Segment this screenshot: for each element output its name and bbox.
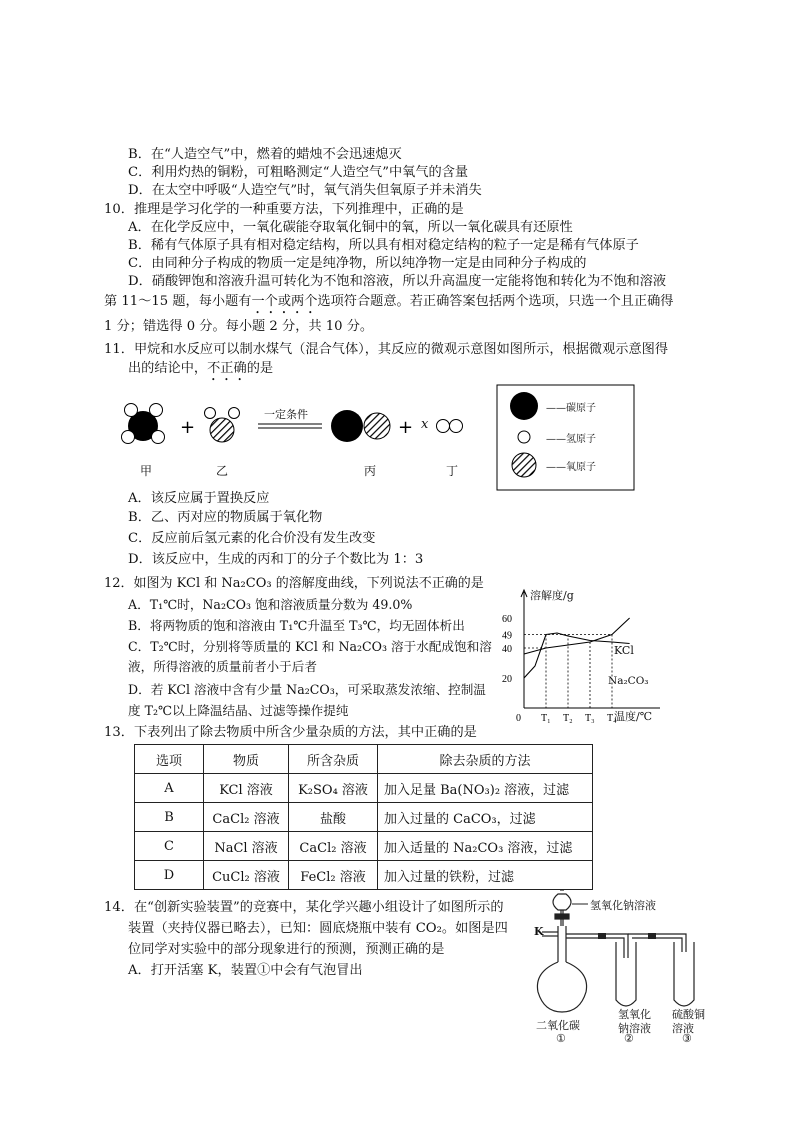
hydrogen-molecule xyxy=(437,420,463,433)
label-co2-flask: 二氧化碳 xyxy=(536,1019,580,1032)
label-bing: 丙 xyxy=(364,464,377,478)
label-ding: 丁 xyxy=(446,464,459,478)
q14-stem-line3: 位同学对实验中的部分现象进行的预测，预测正确的是 xyxy=(128,942,445,957)
q11-option-b: B．乙、丙对应的物质属于氧化物 xyxy=(128,510,323,525)
q11-stem-line2: 出的结论中，不正确的是 xyxy=(128,361,274,376)
q10-stem: 10．推理是学习化学的一种重要方法，下列推理中，正确的是 xyxy=(104,202,464,217)
label-naoh-tube-1: 氢氧化 xyxy=(618,1008,651,1021)
table-cell: CaCl₂ 溶液 xyxy=(204,803,289,832)
table-header: 物质 xyxy=(204,745,289,774)
q10-option-a: A．在化学反应中，一氧化碳能夺取氧化铜中的氧，所以一氧化碳具有还原性 xyxy=(128,220,573,235)
table-cell: A xyxy=(135,774,204,803)
table-row xyxy=(135,861,593,890)
table-cell: 盐酸 xyxy=(289,803,378,832)
separatory-funnel xyxy=(553,894,571,910)
carbon-monoxide-molecule xyxy=(331,410,390,442)
q14-stem-line1: 14．在“创新实验装置”的竞赛中，某化学兴趣小组设计了如图所示的 xyxy=(104,900,504,915)
plus-sign: + xyxy=(180,417,196,438)
table-header: 所含杂质 xyxy=(289,745,378,774)
q14-option-a: A．打开活塞 K，装置①中会有气泡冒出 xyxy=(128,963,363,978)
hydrogen-atom-icon xyxy=(518,431,530,443)
q11-option-a: A．该反应属于置换反应 xyxy=(128,491,270,506)
q9-option-d: D．在太空中呼吸“人造空气”时，氧气消失但氧原子并未消失 xyxy=(128,183,482,198)
label-yi: 乙 xyxy=(216,464,229,478)
q11-option-d: D．该反应中，生成的丙和丁的分子个数比为 1：3 xyxy=(128,552,424,567)
table-cell: KCl 溶液 xyxy=(204,774,289,803)
emphasis-text: 一个或两个 xyxy=(251,294,318,309)
table-cell: C xyxy=(135,832,204,861)
label-jia: 甲 xyxy=(140,464,153,478)
test-tube-2 xyxy=(616,942,636,1006)
q10-option-b: B．稀有气体原子具有相对稳定结构，所以具有相对稳定结构的粒子一定是稀有气体原子 xyxy=(128,238,639,253)
q12-option-d-line2: 度 T₂℃以上降温结晶、过滤等操作提纯 xyxy=(128,703,349,718)
x-tick-label: T₁ xyxy=(541,713,551,724)
oxygen-atom-icon xyxy=(512,453,536,477)
q12-stem: 12．如图为 KCl 和 Na₂CO₃ 的溶解度曲线，下列说法不正确的是 xyxy=(104,576,484,591)
table-cell: 加入适量的 Na₂CO₃ 溶液，过滤 xyxy=(378,832,593,861)
label-num-1: ① xyxy=(556,1032,566,1045)
chart-ylabel: 溶解度/g xyxy=(530,589,574,602)
table-cell: CaCl₂ 溶液 xyxy=(289,832,378,861)
table-header-row xyxy=(135,745,593,774)
q12-option-c-line1: C．T₂℃时，分别将等质量的 KCl 和 Na₂CO₃ 溶于水配成饱和溶 xyxy=(128,639,492,654)
label-num-2: ② xyxy=(624,1032,634,1045)
methane-molecule xyxy=(122,404,165,444)
table-cell: B xyxy=(135,803,204,832)
table-row xyxy=(135,832,593,861)
table-row xyxy=(135,803,593,832)
q10-option-d: D．硝酸钾饱和溶液升温可转化为不饱和溶液，所以升高温度一定能将饱和转化为不饱和溶液 xyxy=(128,274,667,289)
table-cell: 加入过量的铁粉，过滤 xyxy=(378,861,593,890)
table-cell: 加入过量的 CaCO₃，过滤 xyxy=(378,803,593,832)
q9-option-b: B．在“人造空气”中，燃着的蜡烛不会迅速熄灭 xyxy=(128,147,402,162)
q13-stem: 13．下表列出了除去物质中所含少量杂质的方法，其中正确的是 xyxy=(104,725,477,740)
label-valve-k: K xyxy=(534,925,544,938)
q12-option-b: B．将两物质的饱和溶液由 T₁℃升温至 T₃℃，均无固体析出 xyxy=(128,618,465,633)
label-naoh-tube-2: 钠溶液 xyxy=(618,1022,651,1035)
q12-option-a: A．T₁℃时，Na₂CO₃ 饱和溶液质量分数为 49.0% xyxy=(128,597,413,612)
table-header: 选项 xyxy=(135,745,204,774)
water-molecule xyxy=(205,408,240,443)
label-naoh-funnel: 氢氧化钠溶液 xyxy=(590,899,656,912)
q11-stem-line1: 11．甲烷和水反应可以制水煤气（混合气体），其反应的微观示意图如图所示，根据微观示意图得 xyxy=(104,342,669,357)
x-tick-label: T₂ xyxy=(563,713,573,724)
label-num-3: ③ xyxy=(682,1032,692,1045)
x-tick-label: T₃ xyxy=(585,713,595,724)
y-tick-label: 20 xyxy=(502,674,512,685)
emphasis-text: 不正确 xyxy=(207,361,247,376)
chart-xlabel: 温度/℃ xyxy=(614,710,653,723)
q9-option-c: C．利用灼热的铜粉，可粗略测定“人造空气”中氧气的含量 xyxy=(128,165,469,180)
legend-oxygen: ——氧原子 xyxy=(546,462,596,473)
origin-label: 0 xyxy=(516,713,521,724)
table-cell: 加入足量 Ba(NO₃)₂ 溶液，过滤 xyxy=(378,774,593,803)
q14-stem-line2: 装置（夹持仪器已略去），已知：圆底烧瓶中装有 CO₂。如图是四 xyxy=(128,921,508,936)
label-cuso4-tube-2: 溶液 xyxy=(672,1022,694,1035)
x-tick-label: T₄ xyxy=(607,713,617,724)
table-cell: CuCl₂ 溶液 xyxy=(204,861,289,890)
label-cuso4-tube-1: 硫酸铜 xyxy=(672,1008,705,1021)
series-label-kcl: KCl xyxy=(614,644,634,657)
reaction-condition: 一定条件 xyxy=(264,408,308,421)
table-cell: D xyxy=(135,861,204,890)
q13-table xyxy=(134,744,593,890)
legend-hydrogen: ——氢原子 xyxy=(546,434,596,445)
q12-option-d-line1: D．若 KCl 溶液中含有少量 Na₂CO₃，可采取蒸发浓缩、控制温 xyxy=(128,682,486,697)
test-tube-3 xyxy=(674,942,694,1006)
coefficient-x: x xyxy=(421,417,429,432)
q11-option-c: C．反应前后氢元素的化合价没有发生改变 xyxy=(128,531,376,546)
q10-option-c: C．由同种分子构成的物质一定是纯净物，所以纯净物一定是由同种分子构成的 xyxy=(128,256,587,271)
plus-sign: + xyxy=(398,417,414,438)
solubility-chart xyxy=(500,584,670,726)
q12-option-c-line2: 液，所得溶液的质量前者小于后者 xyxy=(128,659,317,674)
section-instruction-line2: 1 分；错选得 0 分。每小题 2 分，共 10 分。 xyxy=(104,319,374,334)
series-label-na2co3: Na₂CO₃ xyxy=(608,675,649,687)
round-bottom-flask xyxy=(537,962,586,1012)
table-cell: NaCl 溶液 xyxy=(204,832,289,861)
legend-carbon: ——碳原子 xyxy=(546,403,596,414)
y-tick-label: 40 xyxy=(502,644,512,655)
table-cell: FeCl₂ 溶液 xyxy=(289,861,378,890)
section-instruction-line1: 第 11～15 题，每小题有一个或两个选项符合题意。若正确答案包括两个选项，只选一个且正确得 xyxy=(104,294,674,309)
y-tick-label: 49 xyxy=(502,630,512,642)
carbon-atom-icon xyxy=(510,392,538,420)
table-cell: K₂SO₄ 溶液 xyxy=(289,774,378,803)
y-tick-label: 60 xyxy=(502,614,512,625)
table-header: 除去杂质的方法 xyxy=(378,745,593,774)
table-row xyxy=(135,774,593,803)
